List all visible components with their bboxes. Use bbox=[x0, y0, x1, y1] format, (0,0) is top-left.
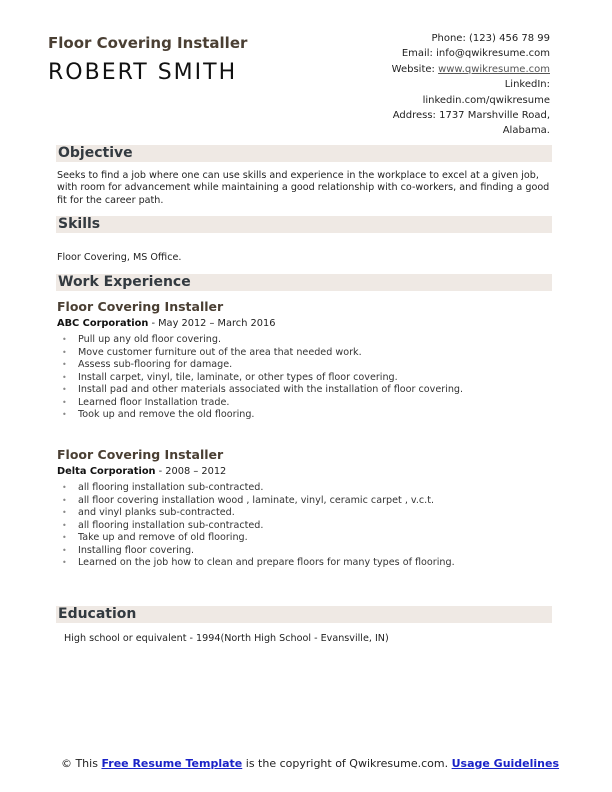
copyright-footer bbox=[60, 757, 560, 771]
job-1-duties bbox=[60, 334, 463, 422]
job-2-dates: - 2008 – 2012 bbox=[155, 466, 227, 477]
job-1-dates: - May 2012 – March 2016 bbox=[148, 318, 276, 329]
job-2-company-line bbox=[57, 466, 226, 477]
contact-block bbox=[330, 31, 550, 139]
free-resume-template-link[interactable]: Free Resume Template bbox=[101, 757, 243, 770]
job-1-company: ABC Corporation bbox=[57, 318, 149, 329]
contact-linkedin-value: linkedin.com/qwikresume bbox=[422, 94, 550, 106]
skills-title: Skills bbox=[58, 216, 101, 232]
duty-item: • Learned on the job how to clean and prepare floors for many types of flooring. bbox=[60, 557, 455, 570]
email-value: info@qwikresume.com bbox=[436, 48, 550, 60]
duty-item: • all floor covering installation wood , laminate, vinyl, ceramic carpet , v.c.t. bbox=[60, 495, 455, 508]
duty-item: • Assess sub-flooring for damage. bbox=[60, 359, 463, 372]
website-link[interactable]: www.qwikresume.com bbox=[438, 63, 550, 75]
usage-guidelines-link[interactable]: Usage Guidelines bbox=[451, 757, 560, 770]
education-section-header bbox=[56, 606, 552, 623]
contact-phone bbox=[330, 31, 550, 46]
phone-value: (123) 456 78 99 bbox=[469, 33, 550, 44]
footer-middle: is the copyright of Qwikresume.com. bbox=[242, 757, 452, 770]
candidate-name: ROBERT SMITH bbox=[48, 60, 238, 85]
website-label: Website: bbox=[391, 63, 435, 75]
objective-text: Seeks to find a job where one can use skills and experience in the workplace to excel at a given job, with room for advancement while maintaining a good relationship with co-workers, and finding a good fit for the career path. bbox=[57, 170, 550, 206]
header-job-title: Floor Covering Installer bbox=[48, 34, 248, 52]
skills-section-header bbox=[56, 216, 552, 233]
address-line1: 1737 Marshville Road, bbox=[439, 110, 550, 122]
duty-item: • Move customer furniture out of the area that needed work. bbox=[60, 347, 463, 360]
work-experience-title: Work Experience bbox=[58, 274, 191, 290]
objective-section-header bbox=[56, 145, 552, 162]
job-2-duties bbox=[60, 482, 455, 570]
footer-prefix: © This bbox=[60, 757, 102, 770]
contact-website bbox=[330, 62, 550, 77]
job-1-role: Floor Covering Installer bbox=[57, 299, 224, 314]
contact-linkedin-label: LinkedIn: bbox=[504, 79, 550, 91]
job-1-company-line bbox=[57, 318, 275, 329]
duty-item: • and vinyl planks sub-contracted. bbox=[60, 507, 455, 520]
job-2-company: Delta Corporation bbox=[57, 466, 156, 477]
contact-address bbox=[330, 108, 550, 123]
contact-address-line2: Alabama. bbox=[502, 125, 550, 137]
education-text: High school or equivalent - 1994(North High School - Evansville, IN) bbox=[64, 633, 389, 644]
email-label: Email: bbox=[401, 48, 433, 60]
contact-email bbox=[330, 46, 550, 61]
duty-item: • all flooring installation sub-contracted. bbox=[60, 482, 455, 495]
duty-item: • Pull up any old floor covering. bbox=[60, 334, 463, 347]
duty-item: • all flooring installation sub-contracted. bbox=[60, 520, 455, 533]
objective-title: Objective bbox=[58, 145, 133, 161]
work-experience-section-header bbox=[56, 274, 552, 291]
duty-item: • Install carpet, vinyl, tile, laminate, or other types of floor covering. bbox=[60, 372, 463, 385]
address-label: Address: bbox=[392, 110, 436, 122]
duty-item: • Took up and remove the old flooring. bbox=[60, 409, 463, 422]
duty-item: • Install pad and other materials associated with the installation of floor covering. bbox=[60, 384, 463, 397]
phone-label: Phone: bbox=[431, 33, 466, 44]
skills-text: Floor Covering, MS Office. bbox=[57, 252, 182, 263]
education-title: Education bbox=[58, 606, 137, 622]
job-2-role: Floor Covering Installer bbox=[57, 447, 224, 462]
duty-item: • Learned floor Installation trade. bbox=[60, 397, 463, 410]
duty-item: • Installing floor covering. bbox=[60, 545, 455, 558]
duty-item: • Take up and remove of old flooring. bbox=[60, 532, 455, 545]
